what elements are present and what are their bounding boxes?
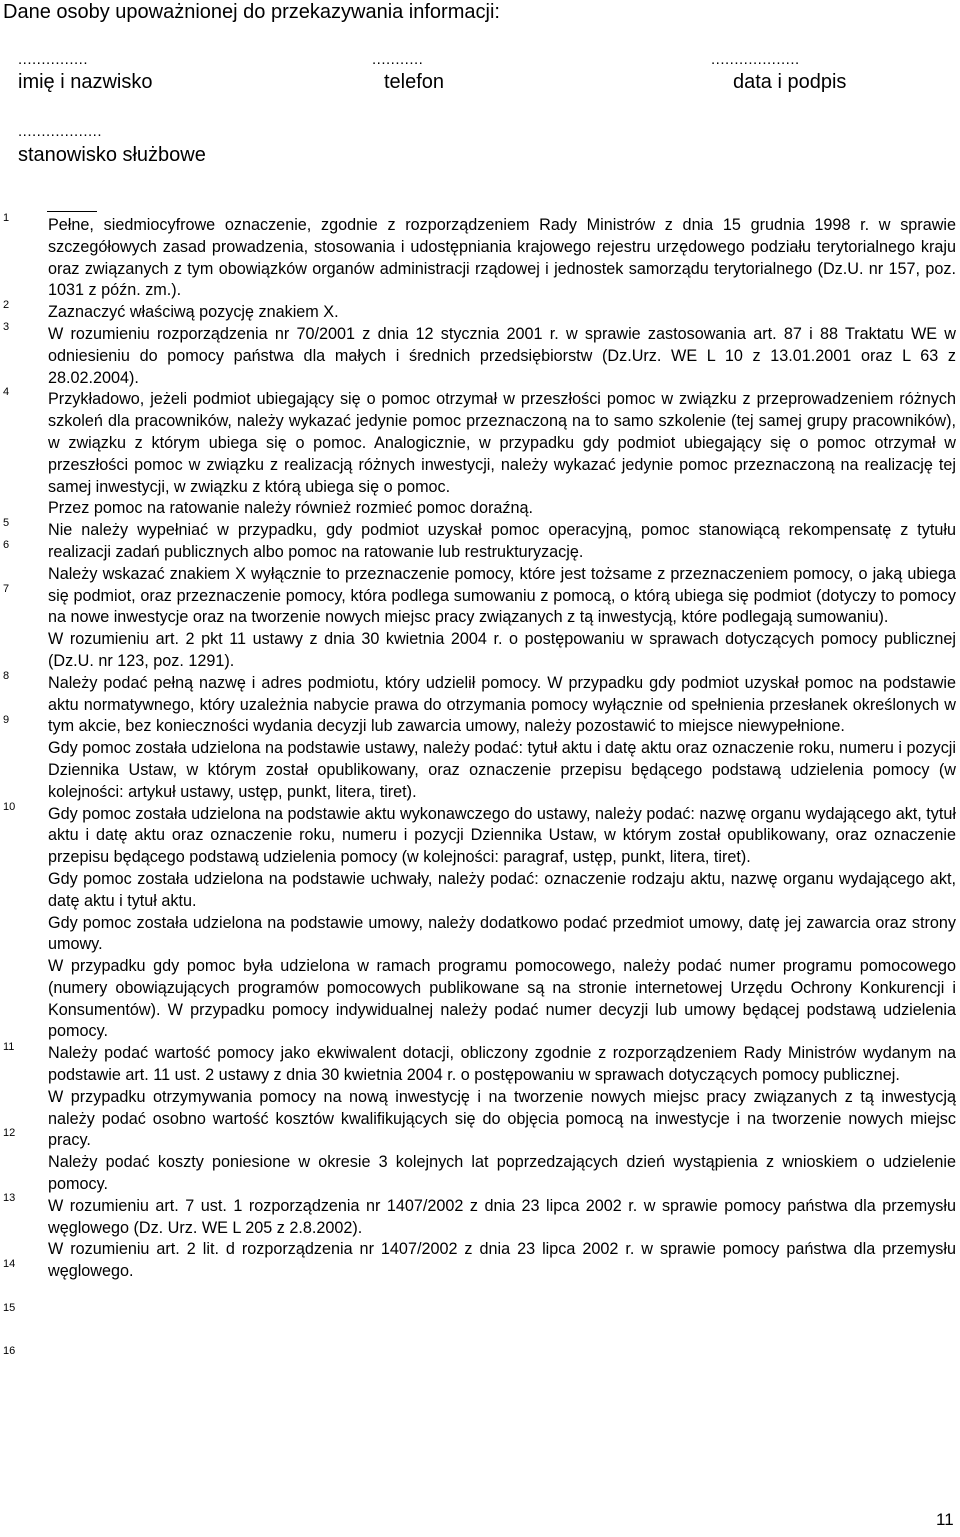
phone-dots: ........... xyxy=(372,51,424,68)
footnote-number: 3 xyxy=(3,321,10,333)
footnote-text: W przypadku gdy pomoc była udzielona w ramach programu pomocowego, należy podać numer programu pomocowego (numery obowiązujących programów pomocowych publikowane są na stronie internetowej Urzędu Ochrony Konkurencji i Konsumentów). W przypadku pomocy indywidualnej należy podać numer decyzji lub umowy będącej podstawą udzielenia pomocy. xyxy=(48,957,956,1041)
footnote-number: 2 xyxy=(3,299,10,311)
footnote-number: 7 xyxy=(3,583,10,595)
footnote-text: Zaznaczyć właściwą pozycję znakiem X. xyxy=(48,303,339,322)
footnote-text: Pełne, siedmiocyfrowe oznaczenie, zgodnie z rozporządzeniem Rady Ministrów z dnia 15 grudnia 1998 r. w sprawie szczegółowych zasad prowadzenia, stosowania i udostępniania krajowego rejestru urzędowego podziału terytorialnego kraju oraz związanych z tym obowiązków organów administracji rządowej i jednostek samorządu terytorialnego (Dz.U. nr 157, poz. 1031 z późn. zm.). xyxy=(48,216,956,300)
page-number: 11 xyxy=(936,1510,954,1529)
footnote-number: 4 xyxy=(3,386,10,398)
footnote-text: W rozumieniu art. 2 pkt 11 ustawy z dnia 30 kwietnia 2004 r. o postępowaniu w sprawach dotyczących pomocy publicznej (Dz.U. nr 123, poz. 1291). xyxy=(48,630,956,670)
footnote-text: W rozumieniu art. 7 ust. 1 rozporządzenia nr 1407/2002 z dnia 23 lipca 2002 r. w sprawie pomocy państwa dla przemysłu węglowego (Dz. Urz. WE L 205 z 2.8.2002). xyxy=(48,1196,956,1237)
section-title: Dane osoby upoważnionej do przekazywania informacji: xyxy=(3,1,500,23)
footnote-text: Przykładowo, jeżeli podmiot ubiegający się o pomoc otrzymał w przeszłości pomoc w związku z przeprowadzeniem różnych szkoleń dla pracowników, należy wykazać jedynie pomoc przeznaczoną na to samo szkolenie (tej samej grupy pracowników), w związku z którym ubiega się o pomoc. Analogicznie, w przypadku gdy podmiot ubiegający się o pomoc otrzymał w przeszłości pomoc w związku z realizacją różnych inwestycji, należy wykazać jedynie pomoc przeznaczoną na realizację tej samej inwestycji, w związku z którą ubiega się o pomoc. xyxy=(48,390,956,496)
position-label: stanowisko służbowe xyxy=(18,144,206,166)
footnote-text: Nie należy wypełniać w przypadku, gdy podmiot uzyskał pomoc operacyjną, pomoc stanowiącą rekompensatę z tytułu realizacji zadań publicznych albo pomoc na ratowanie lub restrukturyzację. xyxy=(48,521,956,561)
footnote-text: W przypadku otrzymywania pomocy na nową inwestycję i na tworzenie nowych miejsc pracy związanych z tą inwestycją należy podać osobno wartość kosztów kwalifikujących się do objęcia pomocą na inwestycje i na tworzenie nowych miejsc pracy. xyxy=(48,1087,956,1150)
footnote-number: 9 xyxy=(3,714,10,726)
footnote-number: 5 xyxy=(3,517,10,529)
footnote-number: 13 xyxy=(3,1192,16,1204)
footnote-number: 14 xyxy=(3,1258,16,1270)
footnote-number: 6 xyxy=(3,539,10,551)
footnote-number: 8 xyxy=(3,670,10,682)
footnote-text: Gdy pomoc została udzielona na podstawie aktu wykonawczego do ustawy, należy podać: nazwę organu wydającego akt, tytuł aktu i datę aktu oraz oznaczenie roku, numeru i pozycji Dziennika Ustaw, w którym został opublikowany, oraz oznaczenie przepisu będącego podstawą udzielenia pomocy (w kolejności: paragraf, ustęp, punkt, litera, tiret). xyxy=(48,804,956,867)
footnote-text: W rozumieniu art. 2 lit. d rozporządzenia nr 1407/2002 z dnia 23 lipca 2002 r. w sprawie pomocy państwa dla przemysłu węglowego. xyxy=(48,1240,956,1281)
footnote-number: 15 xyxy=(3,1302,16,1314)
position-dots: .................. xyxy=(18,123,103,140)
footnote-text: Gdy pomoc została udzielona na podstawie ustawy, należy podać: tytuł aktu i datę aktu oraz oznaczenie roku, numeru i pozycji Dziennika Ustaw, w którym został opublikowany, oraz oznaczenie przepisu będącego podstawą udzielenia pomocy (w kolejności: artykuł ustawy, ustęp, punkt, litera, tiret). xyxy=(48,739,956,801)
date-dots: ................... xyxy=(711,51,800,68)
footnote-number: 11 xyxy=(3,1041,15,1053)
footnote-text: Należy wskazać znakiem X wyłącznie to przeznaczenie pomocy, które jest tożsame z przeznaczeniem pomocy, o jaką ubiega się podmiot, oraz przeznaczenie pomocy, która podlega sumowaniu z pomocą, o którą ubiega się podmiot (dotyczy to pomocy na nowe inwestycje oraz na tworzenie nowych miejsc pracy związanych z tą inwestycją, które podlegają sumowaniu). xyxy=(48,564,956,627)
footnote-separator xyxy=(47,211,97,212)
name-label: imię i nazwisko xyxy=(18,71,153,93)
footnote-text: Należy podać wartość pomocy jako ekwiwalent dotacji, obliczony zgodnie z rozporządzeniem Rady Ministrów wydanym na podstawie art. 11 ust. 2 ustawy z dnia 30 kwietnia 2004 r. o postępowaniu w sprawach dotyczących pomocy publicznej. xyxy=(48,1044,956,1085)
footnote-text: W rozumieniu rozporządzenia nr 70/2001 z dnia 12 stycznia 2001 r. w sprawie zastosowania art. 87 i 88 Traktatu WE w odniesieniu do pomocy państwa dla małych i średnich przedsiębiorstw (Dz.Urz. WE L 10 z 13.01.2001 oraz L 63 z 28.02.2004). xyxy=(48,324,956,387)
phone-label: telefon xyxy=(384,71,445,93)
footnote-number: 10 xyxy=(3,801,16,813)
footnote-number: 1 xyxy=(3,212,10,224)
name-dots: ............... xyxy=(18,51,89,68)
footnote-number: 12 xyxy=(3,1127,16,1139)
footnotes-list xyxy=(48,215,956,1283)
footnote-text: Należy podać koszty poniesione w okresie 3 kolejnych lat poprzedzających dzień wystąpienia z wnioskiem o udzielenie pomocy. xyxy=(48,1153,956,1194)
footnote-text: Przez pomoc na ratowanie należy również rozmieć pomoc doraźną. xyxy=(48,499,533,518)
footnote-text: Należy podać pełną nazwę i adres podmiotu, który udzielił pomocy. W przypadku gdy podmiot uzyskał pomoc na podstawie aktu normatywnego, który uzależnia nabycie prawa do otrzymania pomocy wyłącznie od spełnienia przesłanek określonych w tym akcie, bez konieczności wydania decyzji lub zawarcia umowy, należy pozostawić to miejsce niewypełnione. xyxy=(48,673,956,736)
date-label: data i podpis xyxy=(733,71,847,93)
footnote-number: 16 xyxy=(3,1345,16,1357)
footnote-text: Gdy pomoc została udzielona na podstawie umowy, należy dodatkowo podać przedmiot umowy, datę jej zawarcia oraz strony umowy. xyxy=(48,913,956,954)
footnote-text: Gdy pomoc została udzielona na podstawie uchwały, należy podać: oznaczenie rodzaju aktu, nazwę organu wydającego akt, datę aktu i tytuł aktu. xyxy=(48,869,956,910)
